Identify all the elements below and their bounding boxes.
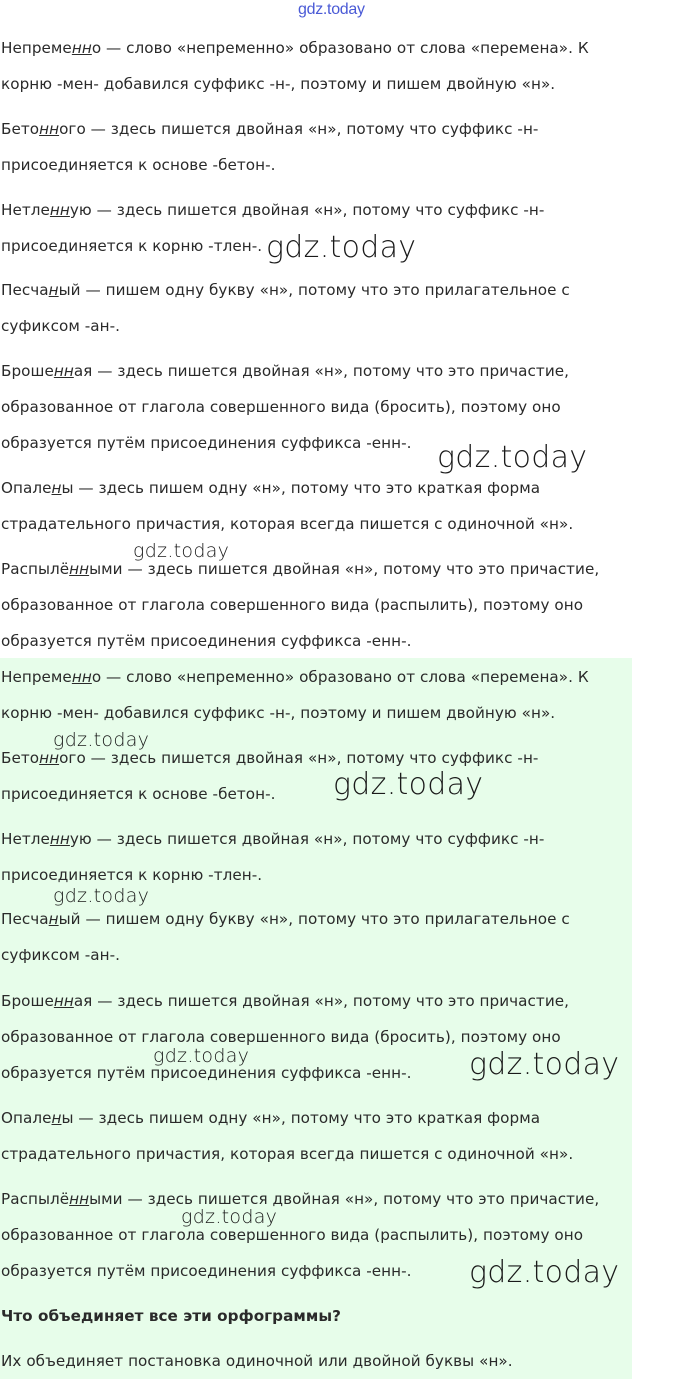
watermark: gdz.today: [469, 1255, 620, 1290]
watermark: gdz.today: [333, 767, 484, 802]
paragraph-line: присоединяется к корню -тлен-.: [1, 237, 263, 255]
paragraph-line: образованное от глагола совершенного вида (распылить), поэтому оно: [1, 596, 584, 614]
paragraph-betonnogo: [1, 111, 631, 183]
paragraph-line: корню -мен- добавился суффикс -н-, поэтому и пишем двойную «н».: [1, 704, 556, 722]
paragraph-line: Брошенная — здесь пишется двойная «н», потому что это причастие,: [1, 362, 570, 380]
paragraph-line: Опалены — здесь пишем одну «н», потому что это краткая форма: [1, 1109, 541, 1127]
answer-paragraph: [1, 1343, 631, 1379]
paragraph-line: суфиксом -ан-.: [1, 317, 121, 335]
paragraph-line: Непременно — слово «непременно» образовано от слова «перемена». К: [1, 668, 589, 686]
paragraph-line: корню -мен- добавился суффикс -н-, поэтому и пишем двойную «н».: [1, 75, 556, 93]
paragraph-line: Опалены — здесь пишем одну «н», потому что это краткая форма: [1, 479, 541, 497]
paragraph-peschanyi-2: [1, 901, 631, 973]
paragraph-line: Бетонного — здесь пишется двойная «н», потому что суффикс -н-: [1, 749, 539, 767]
paragraph-line: присоединяется к основе -бетон-.: [1, 785, 276, 803]
paragraph-line: образованное от глагола совершенного вида (бросить), поэтому оно: [1, 1028, 561, 1046]
paragraph-line: Брошенная — здесь пишется двойная «н», потому что это причастие,: [1, 992, 570, 1010]
question-heading: [1, 1298, 631, 1334]
paragraph-opaleny-2: [1, 1100, 631, 1172]
paragraph-line: суфиксом -ан-.: [1, 946, 121, 964]
paragraph-line: присоединяется к основе -бетон-.: [1, 156, 276, 174]
paragraph-line: Бетонного — здесь пишется двойная «н», потому что суффикс -н-: [1, 120, 539, 138]
paragraph-raspylennymi: [1, 551, 631, 659]
paragraph-line: Распылёнными — здесь пишется двойная «н», потому что это причастие,: [1, 1190, 600, 1208]
paragraph-line: Песчаный — пишем одну букву «н», потому что это прилагательное с: [1, 281, 570, 299]
answer-text: Их объединяет постановка одиночной или двойной буквы «н».: [1, 1352, 513, 1370]
watermark: gdz.today: [181, 1206, 278, 1228]
paragraph-line: Песчаный — пишем одну букву «н», потому что это прилагательное с: [1, 910, 570, 928]
paragraph-line: Распылёнными — здесь пишется двойная «н», потому что это причастие,: [1, 560, 600, 578]
paragraph-line: образуется путём присоединения суффикса -енн-.: [1, 1262, 412, 1280]
paragraph-nepremenno: [1, 30, 631, 102]
paragraph-line: присоединяется к корню -тлен-.: [1, 866, 263, 884]
paragraph-line: образуется путём присоединения суффикса -енн-.: [1, 1064, 412, 1082]
watermark: gdz.today: [133, 540, 230, 562]
watermark: gdz.today: [53, 885, 150, 907]
paragraph-line: Непременно — слово «непременно» образовано от слова «перемена». К: [1, 39, 589, 57]
paragraph-line: образуется путём присоединения суффикса -енн-.: [1, 434, 412, 452]
paragraph-line: страдательного причастия, которая всегда пишется с одиночной «н».: [1, 515, 574, 533]
paragraph-peschanyi: [1, 272, 631, 344]
site-watermark-top: gdz.today: [298, 1, 365, 18]
paragraph-line: образуется путём присоединения суффикса -енн-.: [1, 632, 412, 650]
paragraph-opaleny: [1, 470, 631, 542]
paragraph-netlennuyu-2: [1, 821, 631, 893]
paragraph-line: Нетленную — здесь пишется двойная «н», потому что суффикс -н-: [1, 201, 545, 219]
paragraph-nepremenno-2: [1, 659, 631, 731]
paragraph-line: страдательного причастия, которая всегда пишется с одиночной «н».: [1, 1145, 574, 1163]
paragraph-line: Нетленную — здесь пишется двойная «н», потому что суффикс -н-: [1, 830, 545, 848]
watermark: gdz.today: [469, 1047, 620, 1082]
watermark: gdz.today: [153, 1045, 250, 1067]
paragraph-line: образованное от глагола совершенного вида (распылить), поэтому оно: [1, 1226, 584, 1244]
watermark: gdz.today: [266, 230, 417, 265]
watermark: gdz.today: [53, 729, 150, 751]
question-text: Что объединяет все эти орфограммы?: [1, 1307, 341, 1325]
watermark: gdz.today: [437, 440, 588, 475]
paragraph-line: образованное от глагола совершенного вида (бросить), поэтому оно: [1, 398, 561, 416]
